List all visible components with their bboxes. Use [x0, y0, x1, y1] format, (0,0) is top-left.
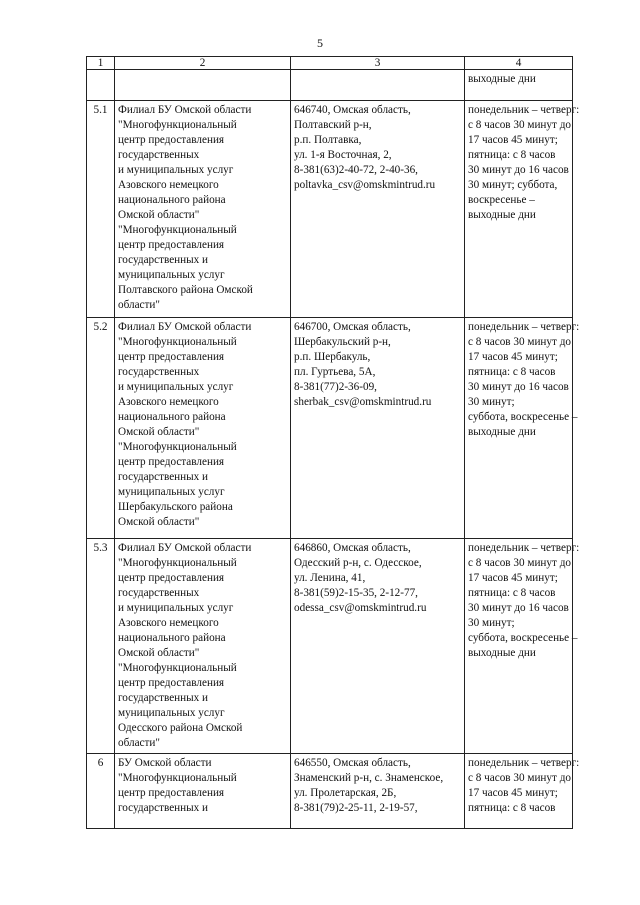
organization-line: государственных	[118, 149, 200, 161]
hours-line: выходные дни	[468, 647, 536, 659]
address-line: ул. Пролетарская, 2Б,	[294, 787, 397, 799]
organization-cell	[115, 101, 291, 318]
organization-line: муниципальных услуг	[118, 269, 225, 281]
organization-line: Филиал БУ Омской области	[118, 104, 252, 116]
organization-line: центр предоставления	[118, 456, 225, 468]
column-number-row	[87, 57, 573, 70]
hours-line: с 8 часов 30 минут до	[468, 336, 571, 348]
organization-line: Азовского немецкого	[118, 179, 219, 191]
phone-line: 8-381(79)2-25-11, 2-19-57,	[294, 802, 418, 814]
hours-line: понедельник – четверг:	[468, 321, 580, 333]
organization-line: национального района	[118, 194, 226, 206]
hours-line: понедельник – четверг:	[468, 104, 580, 116]
column-header: 4	[465, 57, 573, 70]
hours-line: 30 минут до 16 часов	[468, 164, 569, 176]
row-number: 5.1	[87, 101, 115, 318]
organization-line: Омской области"	[118, 209, 200, 221]
address-line: р.п. Полтавка,	[294, 134, 362, 146]
hours-line: 30 минут;	[468, 617, 515, 629]
organization-line: Омской области"	[118, 426, 200, 438]
column-header: 1	[87, 57, 115, 70]
organization-line: "Многофункциональный	[118, 662, 237, 674]
address-cell	[291, 70, 465, 101]
address-cell	[291, 318, 465, 539]
organization-cell	[115, 754, 291, 829]
column-header: 2	[115, 57, 291, 70]
email-line: odessa_csv@omskmintrud.ru	[294, 602, 427, 614]
address-line: пл. Гуртьева, 5А,	[294, 366, 376, 378]
organization-line: государственных и	[118, 471, 209, 483]
organization-line: муниципальных услуг	[118, 486, 225, 498]
address-line: 646740, Омская область,	[294, 104, 411, 116]
organization-line: Полтавского района Омской	[118, 284, 253, 296]
address-line: ул. Ленина, 41,	[294, 572, 366, 584]
address-line: Шербакульский р-н,	[294, 336, 391, 348]
hours-line: выходные дни	[468, 426, 536, 438]
organization-line: национального района	[118, 632, 226, 644]
organizations-table	[86, 56, 580, 829]
hours-cell	[465, 539, 580, 754]
hours-cell	[465, 101, 580, 318]
organization-line: Азовского немецкого	[118, 617, 219, 629]
table-row	[87, 754, 573, 829]
hours-line: пятница: с 8 часов	[468, 587, 556, 599]
organization-line: Одесского района Омской	[118, 722, 243, 734]
address-cell	[291, 101, 465, 318]
organization-line: государственных	[118, 587, 200, 599]
organization-line: "Многофункциональный	[118, 772, 237, 784]
address-line: Полтавский р-н,	[294, 119, 372, 131]
organization-line: области"	[118, 737, 160, 749]
hours-line: понедельник – четверг:	[468, 757, 580, 769]
organization-line: национального района	[118, 411, 226, 423]
row-number	[87, 70, 115, 101]
organization-line: центр предоставления	[118, 351, 225, 363]
hours-line: 17 часов 45 минут;	[468, 572, 558, 584]
organization-line: государственных и	[118, 802, 209, 814]
organization-line: центр предоставления	[118, 572, 225, 584]
hours-line: 17 часов 45 минут;	[468, 134, 558, 146]
phone-line: 8-381(77)2-36-09,	[294, 381, 377, 393]
address-cell	[291, 539, 465, 754]
phone-line: 8-381(63)2-40-72, 2-40-36,	[294, 164, 418, 176]
hours-line: с 8 часов 30 минут до	[468, 119, 571, 131]
page-number: 5	[317, 36, 323, 50]
organization-line: и муниципальных услуг	[118, 381, 234, 393]
hours-line: выходные дни	[468, 209, 536, 221]
email-line: sherbak_csv@omskmintrud.ru	[294, 396, 432, 408]
organization-line: "Многофункциональный	[118, 336, 237, 348]
row-number: 6	[87, 754, 115, 829]
organization-line: Омской области"	[118, 516, 200, 528]
row-number: 5.2	[87, 318, 115, 539]
organization-line: государственных и	[118, 692, 209, 704]
organization-line: "Многофункциональный	[118, 441, 237, 453]
organization-line: муниципальных услуг	[118, 707, 225, 719]
organization-cell	[115, 318, 291, 539]
hours-cell	[465, 70, 573, 101]
organization-line: государственных	[118, 366, 200, 378]
organization-line: Филиал БУ Омской области	[118, 542, 252, 554]
hours-line: с 8 часов 30 минут до	[468, 772, 571, 784]
organization-cell	[115, 539, 291, 754]
hours-line: 30 минут;	[468, 396, 515, 408]
address-line: 646550, Омская область,	[294, 757, 411, 769]
hours-line: 30 минут до 16 часов	[468, 381, 569, 393]
table-row	[87, 101, 573, 318]
hours-line: выходные дни	[468, 73, 536, 85]
address-line: Знаменский р-н, с. Знаменское,	[294, 772, 444, 784]
hours-line: суббота, воскресенье –	[468, 411, 578, 423]
column-header: 3	[291, 57, 465, 70]
hours-line: с 8 часов 30 минут до	[468, 557, 571, 569]
organization-line: и муниципальных услуг	[118, 602, 234, 614]
hours-line: 17 часов 45 минут;	[468, 787, 558, 799]
organization-line: и муниципальных услуг	[118, 164, 234, 176]
table-row	[87, 318, 573, 539]
organization-line: центр предоставления	[118, 239, 225, 251]
organization-line: государственных и	[118, 254, 209, 266]
address-line: ул. 1-я Восточная, 2,	[294, 149, 392, 161]
hours-line: суббота, воскресенье –	[468, 632, 578, 644]
address-line: р.п. Шербакуль,	[294, 351, 371, 363]
address-line: 646860, Омская область,	[294, 542, 411, 554]
hours-line: 17 часов 45 минут;	[468, 351, 558, 363]
organization-line: "Многофункциональный	[118, 557, 237, 569]
email-line: poltavka_csv@omskmintrud.ru	[294, 179, 436, 191]
address-cell	[291, 754, 465, 829]
hours-cell	[465, 318, 580, 539]
organization-line: Шербакульского района	[118, 501, 233, 513]
hours-line: воскресенье –	[468, 194, 535, 206]
table-row	[87, 70, 573, 101]
hours-line: пятница: с 8 часов	[468, 802, 556, 814]
hours-line: 30 минут до 16 часов	[468, 602, 569, 614]
table-row	[87, 539, 573, 754]
hours-cell	[465, 754, 580, 829]
hours-line: пятница: с 8 часов	[468, 366, 556, 378]
organization-line: области"	[118, 299, 160, 311]
organization-line: центр предоставления	[118, 677, 225, 689]
organization-line: центр предоставления	[118, 787, 225, 799]
address-line: Одесский р-н, с. Одесское,	[294, 557, 422, 569]
hours-line: 30 минут; суббота,	[468, 179, 558, 191]
organization-line: "Многофункциональный	[118, 119, 237, 131]
row-number: 5.3	[87, 539, 115, 754]
hours-line: понедельник – четверг:	[468, 542, 580, 554]
organization-line: Филиал БУ Омской области	[118, 321, 252, 333]
organization-line: БУ Омской области	[118, 757, 212, 769]
address-line: 646700, Омская область,	[294, 321, 411, 333]
organization-line: Омской области"	[118, 647, 200, 659]
organization-cell	[115, 70, 291, 101]
organization-line: Азовского немецкого	[118, 396, 219, 408]
organization-line: центр предоставления	[118, 134, 225, 146]
hours-line: пятница: с 8 часов	[468, 149, 556, 161]
organization-line: "Многофункциональный	[118, 224, 237, 236]
phone-line: 8-381(59)2-15-35, 2-12-77,	[294, 587, 418, 599]
